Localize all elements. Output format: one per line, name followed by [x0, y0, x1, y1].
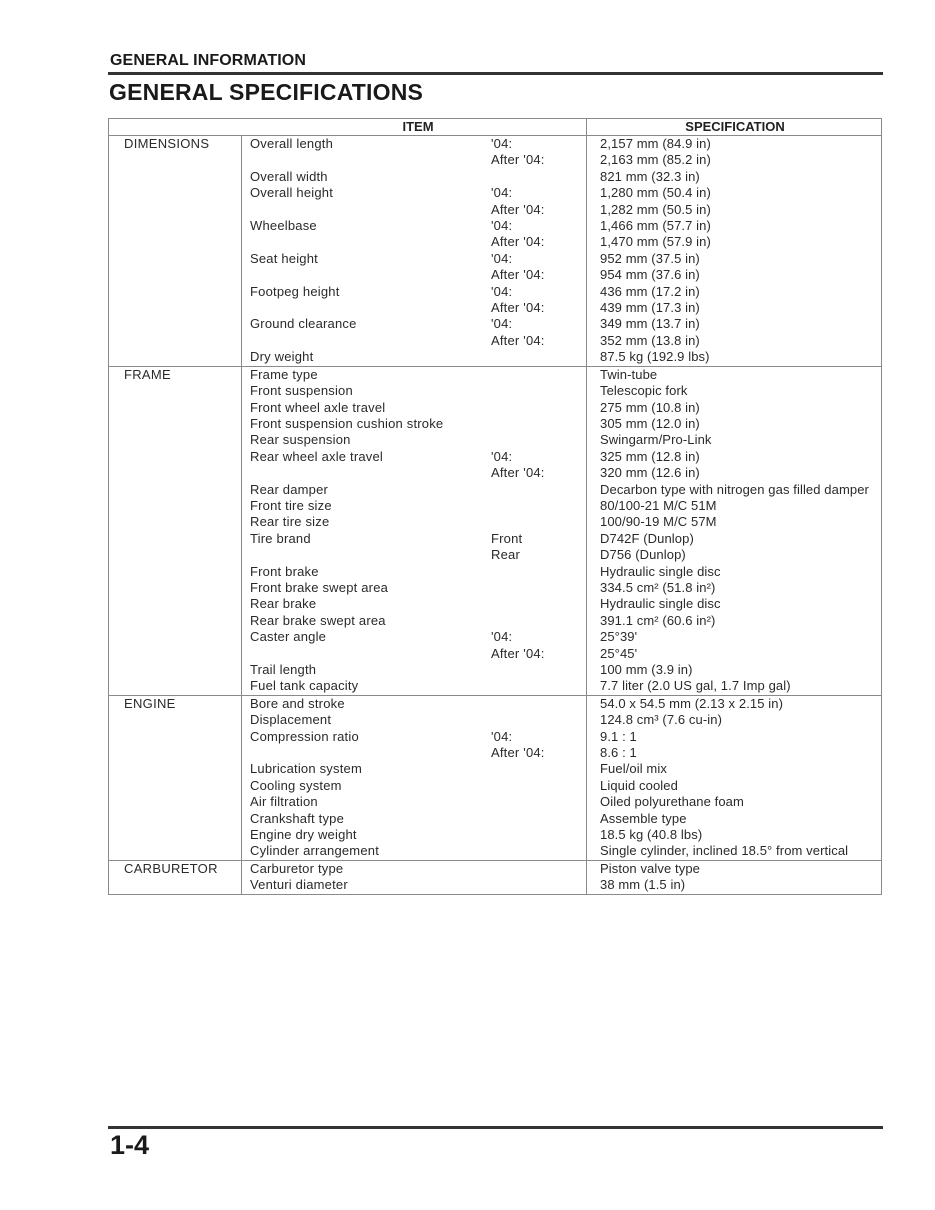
row-qualifier: After '04:: [491, 332, 545, 348]
row-qualifier: '04:: [491, 316, 513, 332]
table-row: [109, 202, 881, 218]
row-item: Rear tire size: [250, 514, 330, 530]
row-item: Cylinder arrangement: [250, 843, 380, 859]
row-item: Rear suspension: [250, 432, 351, 448]
row-spec: Piston valve type: [600, 860, 700, 876]
row-spec: Single cylinder, inclined 18.5° from vertical: [600, 843, 849, 859]
row-qualifier: After '04:: [491, 465, 545, 481]
row-spec: 8.6 : 1: [600, 745, 637, 761]
row-spec: 2,163 mm (85.2 in): [600, 152, 711, 168]
table-row: [109, 432, 881, 448]
row-spec: 952 mm (37.5 in): [600, 250, 700, 266]
page-title: GENERAL SPECIFICATIONS: [109, 79, 424, 105]
row-item: Caster angle: [250, 629, 327, 645]
row-spec: D742F (Dunlop): [600, 530, 694, 546]
footer-rule: [108, 1126, 883, 1129]
table-row: [109, 646, 881, 662]
row-item: Bore and stroke: [250, 695, 345, 711]
row-qualifier: '04:: [491, 218, 513, 234]
row-spec: 391.1 cm² (60.6 in²): [600, 612, 716, 628]
row-item: Footpeg height: [250, 283, 340, 299]
row-spec: 100/90-19 M/C 57M: [600, 514, 717, 530]
table-body: [109, 136, 881, 894]
group-label: DIMENSIONS: [124, 136, 210, 151]
row-spec: Oiled polyurethane foam: [600, 794, 744, 810]
row-item: Front suspension: [250, 383, 353, 399]
table-row: [109, 712, 881, 728]
table-row: [109, 564, 881, 580]
table-row: [109, 333, 881, 349]
section-heading: GENERAL INFORMATION: [110, 52, 306, 69]
row-spec: D756 (Dunlop): [600, 547, 686, 563]
table-row: [109, 778, 881, 794]
row-spec: Fuel/oil mix: [600, 761, 667, 777]
table-row: [109, 745, 881, 761]
spec-group-frame: [109, 367, 881, 696]
row-item: Tire brand: [250, 530, 311, 546]
table-row: [109, 696, 881, 712]
row-spec: 80/100-21 M/C 51M: [600, 497, 717, 513]
row-spec: 124.8 cm³ (7.6 cu-in): [600, 712, 723, 728]
row-spec: Decarbon type with nitrogen gas filled damper: [600, 481, 869, 497]
row-qualifier: '04:: [491, 629, 513, 645]
table-row: [109, 514, 881, 530]
row-item: Front tire size: [250, 497, 332, 513]
row-item: Frame type: [250, 366, 318, 382]
row-spec: 2,157 mm (84.9 in): [600, 136, 711, 151]
row-item: Ground clearance: [250, 316, 357, 332]
row-item: Venturi diameter: [250, 877, 348, 893]
row-item: Rear brake swept area: [250, 612, 386, 628]
row-item: Front brake swept area: [250, 579, 389, 595]
table-row: [109, 316, 881, 332]
table-row: [109, 251, 881, 267]
table-row: [109, 416, 881, 432]
col-item-header: ITEM: [402, 119, 434, 134]
table-row: [109, 629, 881, 645]
table-row: [109, 267, 881, 283]
table-row: [109, 449, 881, 465]
table-row: [109, 383, 881, 399]
row-spec: 25°39': [600, 629, 638, 645]
row-spec: 352 mm (13.8 in): [600, 332, 700, 348]
row-qualifier: After '04:: [491, 645, 545, 661]
row-spec: 100 mm (3.9 in): [600, 662, 693, 677]
row-item: Overall length: [250, 136, 334, 151]
row-item: Carburetor type: [250, 860, 344, 876]
table-row: [109, 547, 881, 563]
row-spec: 305 mm (12.0 in): [600, 415, 700, 431]
row-qualifier: '04:: [491, 250, 513, 266]
table-row: [109, 349, 881, 365]
row-spec: Twin-tube: [600, 366, 658, 382]
table-row: [109, 827, 881, 843]
table-row: [109, 877, 881, 893]
row-spec: 275 mm (10.8 in): [600, 399, 700, 415]
row-item: Front wheel axle travel: [250, 399, 386, 415]
row-spec: 1,466 mm (57.7 in): [600, 218, 711, 234]
row-spec: 436 mm (17.2 in): [600, 283, 700, 299]
row-spec: 334.5 cm² (51.8 in²): [600, 579, 716, 595]
row-spec: 54.0 x 54.5 mm (2.13 x 2.15 in): [600, 695, 784, 711]
row-item: Fuel tank capacity: [250, 678, 359, 694]
row-qualifier: '04:: [491, 728, 513, 744]
row-item: Wheelbase: [250, 218, 317, 234]
group-label: FRAME: [124, 366, 171, 382]
row-item: Dry weight: [250, 349, 314, 365]
row-spec: 349 mm (13.7 in): [600, 316, 700, 332]
table-row: [109, 367, 881, 383]
row-spec: 1,280 mm (50.4 in): [600, 185, 711, 201]
row-spec: 320 mm (12.6 in): [600, 465, 700, 481]
row-spec: Assemble type: [600, 810, 687, 826]
table-row: [109, 811, 881, 827]
table-row: [109, 580, 881, 596]
row-item: Air filtration: [250, 794, 318, 810]
row-qualifier: '04:: [491, 136, 513, 151]
spec-group-carburetor: [109, 861, 881, 894]
row-item: Crankshaft type: [250, 810, 345, 826]
row-spec: 821 mm (32.3 in): [600, 168, 700, 184]
table-row: [109, 596, 881, 612]
row-spec: 439 mm (17.3 in): [600, 300, 700, 316]
row-item: Compression ratio: [250, 728, 359, 744]
row-item: Lubrication system: [250, 761, 362, 777]
table-row: [109, 465, 881, 481]
page-number: 1-4: [110, 1130, 150, 1160]
row-item: Rear damper: [250, 481, 329, 497]
table-row: [109, 794, 881, 810]
row-spec: Telescopic fork: [600, 383, 688, 399]
table-row: [109, 300, 881, 316]
table-row: [109, 861, 881, 877]
spec-table: [108, 118, 882, 895]
table-row: [109, 729, 881, 745]
row-item: Trail length: [250, 662, 317, 677]
row-item: Overall height: [250, 185, 334, 201]
row-qualifier: After '04:: [491, 300, 545, 316]
spec-group-dimensions: [109, 136, 881, 367]
row-item: Rear brake: [250, 596, 317, 612]
row-qualifier: Front: [491, 530, 523, 546]
table-row: [109, 169, 881, 185]
row-qualifier: '04:: [491, 448, 513, 464]
row-item: Overall width: [250, 168, 328, 184]
row-item: Rear wheel axle travel: [250, 448, 384, 464]
table-row: [109, 482, 881, 498]
row-item: Front suspension cushion stroke: [250, 415, 444, 431]
row-qualifier: After '04:: [491, 152, 545, 168]
row-spec: Swingarm/Pro-Link: [600, 432, 712, 448]
col-spec-header: SPECIFICATION: [685, 119, 785, 134]
header-rule: [108, 72, 883, 75]
row-qualifier: After '04:: [491, 234, 545, 250]
row-spec: 25°45': [600, 645, 638, 661]
row-qualifier: After '04:: [491, 745, 545, 761]
table-row: [109, 136, 881, 152]
row-qualifier: Rear: [491, 547, 520, 563]
row-spec: 38 mm (1.5 in): [600, 877, 686, 893]
table-row: [109, 152, 881, 168]
table-row: [109, 662, 881, 678]
row-qualifier: '04:: [491, 185, 513, 201]
group-label: ENGINE: [124, 695, 176, 711]
row-item: Displacement: [250, 712, 332, 728]
table-row: [109, 284, 881, 300]
table-row: [109, 498, 881, 514]
table-row: [109, 234, 881, 250]
row-spec: 18.5 kg (40.8 lbs): [600, 827, 703, 843]
table-row: [109, 613, 881, 629]
spec-group-engine: [109, 696, 881, 861]
row-item: Engine dry weight: [250, 827, 357, 843]
row-qualifier: '04:: [491, 283, 513, 299]
table-header: [109, 119, 881, 136]
table-row: [109, 218, 881, 234]
row-spec: 1,470 mm (57.9 in): [600, 234, 711, 250]
table-row: [109, 678, 881, 694]
table-row: [109, 531, 881, 547]
row-spec: Hydraulic single disc: [600, 596, 721, 612]
row-spec: 7.7 liter (2.0 US gal, 1.7 Imp gal): [600, 678, 791, 694]
group-label: CARBURETOR: [124, 860, 218, 876]
row-spec: 87.5 kg (192.9 lbs): [600, 349, 710, 365]
table-row: [109, 400, 881, 416]
table-row: [109, 761, 881, 777]
row-spec: 1,282 mm (50.5 in): [600, 201, 711, 217]
row-item: Front brake: [250, 563, 319, 579]
row-spec: 325 mm (12.8 in): [600, 448, 700, 464]
table-row: [109, 843, 881, 859]
row-qualifier: After '04:: [491, 201, 545, 217]
table-row: [109, 185, 881, 201]
row-spec: 954 mm (37.6 in): [600, 267, 700, 283]
row-spec: Liquid cooled: [600, 777, 678, 793]
row-spec: 9.1 : 1: [600, 728, 637, 744]
row-qualifier: After '04:: [491, 267, 545, 283]
row-item: Seat height: [250, 250, 318, 266]
row-item: Cooling system: [250, 777, 342, 793]
row-spec: Hydraulic single disc: [600, 563, 721, 579]
